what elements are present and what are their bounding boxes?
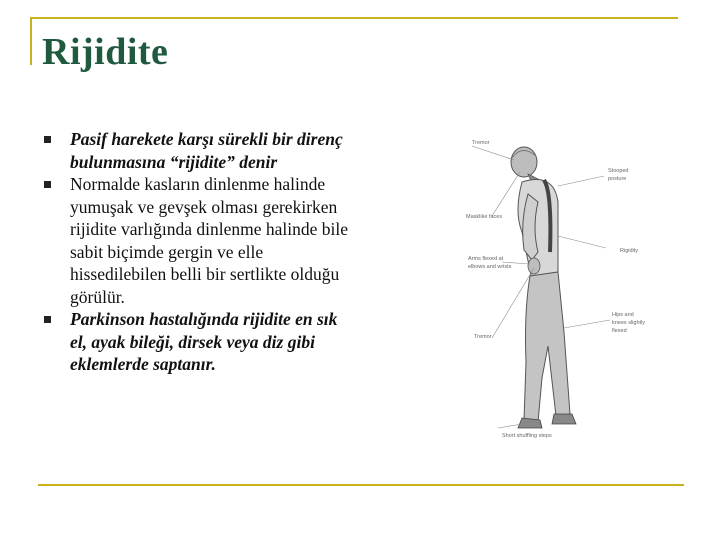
figure-label: Stooped [608, 168, 629, 174]
bullet-text: Normalde kasların dinlenme halinde yumuşak ve gevşek olması gerekirken rijidite varlığında dinlenme halinde bile sabit biçimde gergin ve elle hissedilebilen belli bir sertlikte olduğu görülür. [70, 174, 348, 307]
figure-label: Arms flexed at [468, 256, 504, 262]
figure-label: Masklike faces [466, 214, 503, 220]
frame-left-line [30, 17, 32, 65]
bullet-marker-icon [44, 181, 51, 188]
slide-title: Rijidite [42, 31, 169, 73]
bullet-list [40, 128, 350, 376]
bullet-marker-icon [44, 136, 51, 143]
bullet-text: Parkinson hastalığında rijidite en sık el, ayak bileği, dirsek veya diz gibi eklemlerde saptanır. [70, 309, 338, 374]
frame-top-line [30, 17, 678, 19]
bullet-item [40, 308, 350, 376]
bullet-item [40, 128, 350, 173]
figure-label: Tremor [472, 140, 490, 146]
figure-label: knees slightly [612, 320, 646, 326]
stooped-man-figure [511, 147, 576, 428]
frame-bottom-line [38, 484, 684, 486]
bullet-marker-icon [44, 316, 51, 323]
figure-label: Rigidity [620, 248, 639, 254]
parkinson-posture-illustration [462, 132, 694, 444]
bullet-text: Pasif harekete karşı sürekli bir direnç bulunmasına “rijidite” denir [70, 129, 343, 172]
bullet-item [40, 173, 350, 308]
figure-label: Hips and [612, 312, 634, 318]
figure-label: posture [608, 176, 627, 182]
figure-label: Short shuffling steps [502, 433, 552, 439]
figure-label: elbows and wrists [468, 264, 512, 270]
figure-label: Tremor [474, 334, 492, 340]
figure-label: flexed [612, 328, 627, 334]
